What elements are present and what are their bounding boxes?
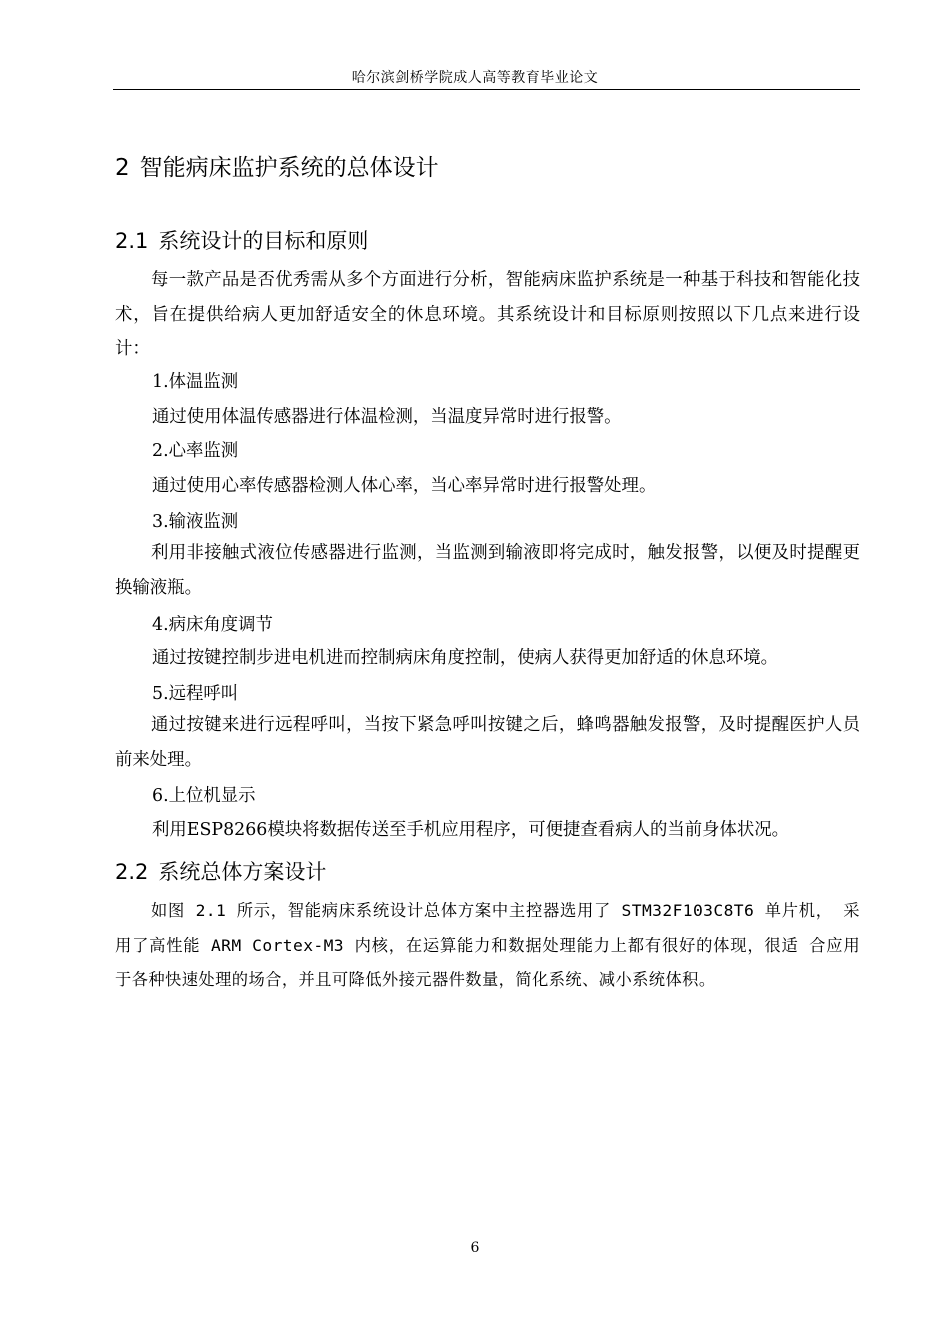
item-text-1: 通过使用体温传感器进行体温检测，当温度异常时进行报警。: [152, 407, 622, 427]
section-heading-2-1: [115, 225, 368, 255]
item-title-1: 1.体温监测: [152, 372, 239, 392]
chapter-title: 智能病床监护系统的总体设计: [139, 155, 439, 181]
chapter-heading: [115, 149, 439, 182]
item-text-2: 通过使用心率传感器检测人体心率，当心率异常时进行报警处理。: [152, 476, 657, 496]
section-title: 系统总体方案设计: [158, 860, 327, 884]
overview-paragraph: 如图 2.1 所示，智能病床系统设计总体方案中主控器选用了 STM32F103C8T6 单片机， 采用了高性能 ARM Cortex-M3 内核，在运算能力和数据处理能力上都有很好的体现，很适 合应用于各种快速处理的场合，并且可降低外接元器件数量，简化系统、减小系统体积。: [115, 901, 860, 989]
section-number: 2.1: [115, 229, 149, 253]
item-title-3: 3.输液监测: [152, 512, 239, 532]
item-title-5: 5.远程呼叫: [152, 684, 239, 704]
section-number: 2.2: [115, 860, 149, 884]
item-title-4: 4.病床角度调节: [152, 615, 273, 635]
item-text-5: 通过按键来进行远程呼叫，当按下紧急呼叫按键之后，蜂鸣器触发报警，及时提醒医护人员前来处理。: [115, 715, 860, 770]
section-heading-2-2: [115, 856, 326, 886]
item-title-6: 6.上位机显示: [152, 786, 256, 806]
chapter-number: 2: [115, 155, 130, 181]
header-rule: [113, 89, 860, 90]
intro-paragraph: 每一款产品是否优秀需从多个方面进行分析，智能病床监护系统是一种基于科技和智能化技术，旨在提供给病人更加舒适安全的休息环境。其系统设计和目标原则按照以下几点来进行设计：: [115, 270, 860, 359]
item-text-4: 通过按键控制步进电机进而控制病床角度控制，使病人获得更加舒适的休息环境。: [152, 648, 779, 668]
item-text-3: 利用非接触式液位传感器进行监测，当监测到输液即将完成时，触发报警，以便及时提醒更换输液瓶。: [115, 543, 860, 598]
item-title-2: 2.心率监测: [152, 441, 239, 461]
section-title: 系统设计的目标和原则: [158, 229, 369, 253]
item-text-6: 利用ESP8266模块将数据传送至手机应用程序，可便捷查看病人的当前身体状况。: [152, 820, 790, 840]
running-header: 哈尔滨剑桥学院成人高等教育毕业论文: [351, 70, 599, 86]
page-number: 6: [470, 1240, 480, 1256]
